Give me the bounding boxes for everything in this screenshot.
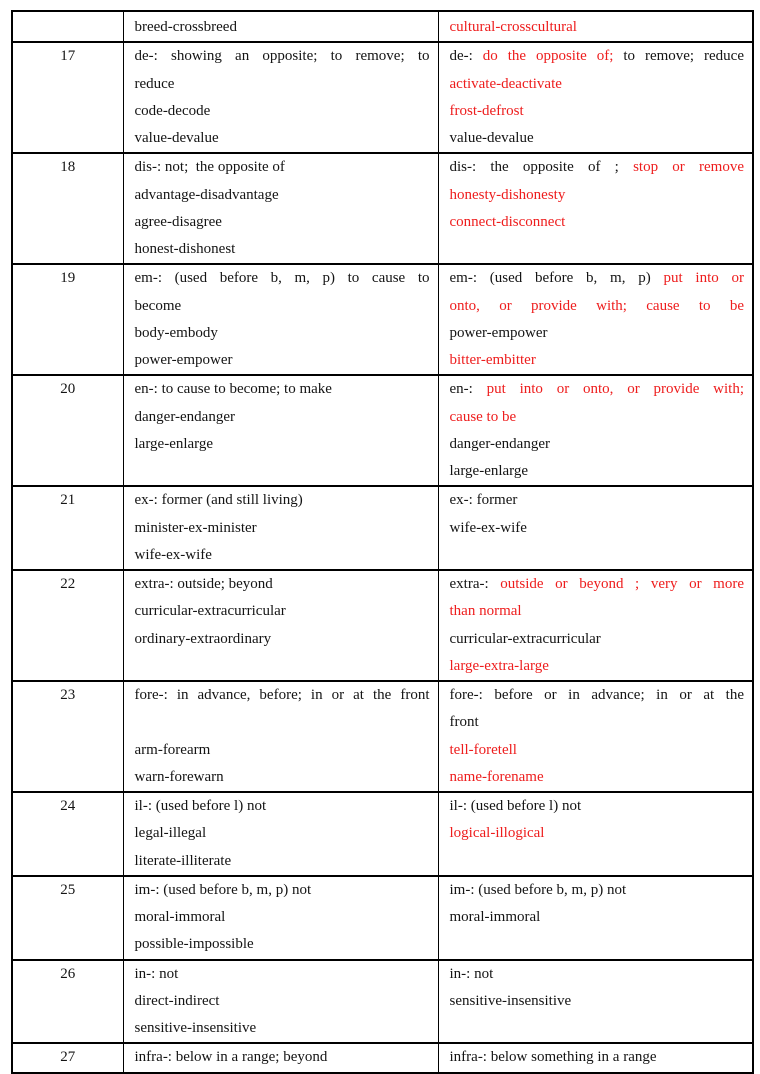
text-segment: il-: (used before l) not [449,798,582,814]
table-row [12,792,753,876]
text-segment: de-: showing an opposite; to remove; to [134,48,430,65]
text-segment: frost-defrost [449,102,524,119]
row-number: 23 [60,687,76,703]
text-line [135,431,430,458]
text-segment: ordinary-extraordinary [134,630,272,647]
row-number-cell [12,681,123,792]
text-segment: reduce [134,75,175,92]
row-number-cell [12,42,123,153]
text-line [135,764,430,791]
text-line [450,626,745,653]
text-segment: dis-: not; the opposite of [134,159,285,176]
text-line [450,431,745,458]
text-segment: advantage-disadvantage [134,186,279,203]
table-row [12,570,753,681]
left-definition-cell [123,792,438,876]
text-segment: direct-indirect [134,992,220,1009]
text-line [135,848,430,875]
text-line [450,961,745,988]
text-line [135,320,430,347]
table-row [12,264,753,375]
right-definition-cell [438,42,753,153]
text-segment: im-: (used before b, m, p) not [449,881,627,898]
row-number: 24 [60,798,76,814]
text-segment: en-: to cause to become; to make [134,381,332,398]
text-line [450,376,745,403]
left-definition-cell [123,876,438,960]
table-row [12,11,753,42]
text-segment: breed-crossbreed [134,19,237,35]
text-segment: sensitive-insensitive [134,1020,257,1036]
text-line [450,988,745,1015]
text-line [450,682,745,709]
row-number: 19 [60,270,76,287]
text-line [450,487,745,514]
text-line [135,182,430,209]
text-line [135,961,430,988]
text-line [450,571,745,598]
text-line [450,793,745,820]
text-line [450,265,745,292]
text-segment: bitter-embitter [449,352,536,368]
row-number: 20 [60,381,76,398]
row-number-cell [12,486,123,570]
table-row [12,42,753,153]
text-line [450,458,745,485]
text-segment: than normal [449,603,522,620]
table-row [12,681,753,792]
prefix-table [11,10,754,1074]
text-segment: power-empower [134,352,233,368]
row-number-cell [12,153,123,264]
text-line [135,1044,430,1071]
text-line [135,125,430,152]
row-number-cell [12,375,123,486]
text-line [450,347,745,374]
text-segment: dis-: the opposite of ; [449,159,634,176]
text-segment: in-: not [134,965,179,982]
text-line [135,43,430,70]
row-number-cell [12,792,123,876]
text-segment: value-devalue [449,130,534,146]
text-segment: fore-: in advance, before; in or at the front [134,687,430,703]
text-segment: wife-ex-wife [449,519,527,536]
text-line [135,931,430,958]
row-number: 17 [60,48,76,65]
text-segment: cause to be [449,408,517,425]
text-segment: literate-illiterate [134,852,232,869]
left-definition-cell [123,375,438,486]
text-segment: infra-: below in a range; beyond [134,1049,328,1066]
text-segment: legal-illegal [134,825,207,842]
right-definition-cell [438,11,753,42]
text-line [135,236,430,263]
text-segment: value-devalue [134,130,219,146]
left-definition-cell [123,570,438,681]
text-segment: activate-deactivate [449,75,562,92]
right-definition-cell [438,486,753,570]
row-number: 18 [60,159,76,176]
right-definition-cell [438,153,753,264]
text-segment: en-: [449,381,487,398]
text-segment: code-decode [134,102,211,119]
text-line [135,209,430,236]
text-line [450,154,745,181]
text-segment: large-extra-large [449,657,549,674]
text-segment: infra-: below something in a range [449,1049,657,1066]
text-line [135,154,430,181]
text-line [450,877,745,904]
text-line [450,320,745,347]
table-row [12,486,753,570]
text-segment: in-: not [449,965,494,982]
prefix-table-body [12,11,753,1073]
text-line [135,820,430,847]
text-segment: front [449,714,479,731]
text-segment: become [134,297,182,314]
text-segment: logical-illogical [449,825,545,842]
row-number: 25 [60,881,76,898]
text-line [135,347,430,374]
row-number-cell [12,960,123,1044]
text-segment: onto, or provide with; cause to be [449,297,744,314]
text-line [450,182,745,209]
right-definition-cell [438,792,753,876]
table-row [12,375,753,486]
left-definition-cell [123,11,438,42]
text-line [135,487,430,514]
text-segment: ex-: former [449,492,518,509]
text-segment: de-: [449,48,483,65]
text-segment: curricular-extracurricular [134,603,286,620]
right-definition-cell [438,1043,753,1072]
text-line [135,14,430,41]
text-segment: fore-: before or in advance; in or at the [449,687,744,703]
text-line [450,904,745,931]
text-segment: extra-: outside; beyond [134,576,273,592]
text-segment: arm-forearm [134,741,211,758]
text-line [450,14,745,41]
row-number: 27 [60,1049,76,1066]
row-number-cell [12,1043,123,1072]
text-line [135,376,430,403]
text-segment: possible-impossible [134,936,254,953]
text-line [450,293,745,320]
text-line [135,988,430,1015]
text-segment: honesty-dishonesty [449,186,566,203]
text-segment: em-: (used before b, m, p) to cause to [134,270,430,287]
text-segment: sensitive-insensitive [449,992,572,1009]
text-segment: danger-endanger [449,435,550,452]
right-definition-cell [438,570,753,681]
text-line [135,598,430,625]
text-segment: tell-foretell [449,741,517,758]
text-line [450,598,745,625]
text-segment: name-forename [449,768,544,785]
table-row [12,876,753,960]
left-definition-cell [123,153,438,264]
text-line [450,764,745,791]
row-number-cell [12,11,123,42]
text-segment: connect-disconnect [449,213,566,230]
left-definition-cell [123,681,438,792]
row-number: 26 [60,965,76,982]
text-segment: body-embody [134,324,218,341]
left-definition-cell [123,42,438,153]
right-definition-cell [438,876,753,960]
text-segment: put into or onto, or provide with; [486,381,744,398]
text-segment: power-empower [449,324,548,341]
left-definition-cell [123,486,438,570]
text-line [135,542,430,569]
table-row [12,1043,753,1072]
text-line [450,404,745,431]
left-definition-cell [123,1043,438,1072]
right-definition-cell [438,375,753,486]
text-line [135,98,430,125]
text-line [135,404,430,431]
text-line [135,709,430,736]
text-segment: do the opposite of; [482,48,624,65]
text-segment: ex-: former (and still living) [134,492,303,509]
left-definition-cell [123,960,438,1044]
text-line [135,682,430,709]
text-segment: warn-forewarn [134,768,224,785]
text-segment: wife-ex-wife [134,546,212,563]
text-segment: danger-endanger [134,408,235,425]
text-segment: large-enlarge [449,463,529,479]
row-number-cell [12,876,123,960]
text-segment: curricular-extracurricular [449,630,601,647]
text-line [450,71,745,98]
text-segment: moral-immoral [134,909,226,925]
text-segment: im-: (used before b, m, p) not [134,881,312,898]
text-segment: put into or [663,270,744,287]
text-line [135,293,430,320]
text-line [135,793,430,820]
row-number-cell [12,570,123,681]
text-line [135,571,430,598]
text-segment: extra-: [449,576,501,592]
text-line [450,125,745,152]
text-segment: to remove; reduce [623,48,744,65]
row-number-cell [12,264,123,375]
text-line [450,43,745,70]
text-line [450,820,745,847]
text-line [135,1015,430,1042]
left-definition-cell [123,264,438,375]
text-line [135,904,430,931]
text-segment: large-enlarge [134,435,214,452]
text-line [450,98,745,125]
text-segment: stop or remove [633,159,744,176]
text-line [135,877,430,904]
text-line [450,737,745,764]
row-number: 21 [60,492,76,509]
text-line [135,626,430,653]
text-segment: em-: (used before b, m, p) [449,270,664,287]
text-line [450,209,745,236]
table-row [12,960,753,1044]
row-number: 22 [60,576,76,592]
text-segment: agree-disagree [134,213,222,230]
text-segment: moral-immoral [449,909,541,925]
text-line [450,515,745,542]
text-segment: cultural-crosscultural [449,19,577,35]
text-line [450,709,745,736]
text-line [135,71,430,98]
text-line [450,653,745,680]
right-definition-cell [438,960,753,1044]
text-segment: il-: (used before l) not [134,798,267,814]
text-line [135,265,430,292]
row-number [13,14,123,41]
text-segment: honest-dishonest [134,241,236,257]
text-line [450,1044,745,1071]
text-line [135,737,430,764]
right-definition-cell [438,264,753,375]
right-definition-cell [438,681,753,792]
table-row [12,153,753,264]
text-segment: minister-ex-minister [134,519,257,536]
text-segment: outside or beyond ; very or more [500,576,744,592]
text-line [135,515,430,542]
